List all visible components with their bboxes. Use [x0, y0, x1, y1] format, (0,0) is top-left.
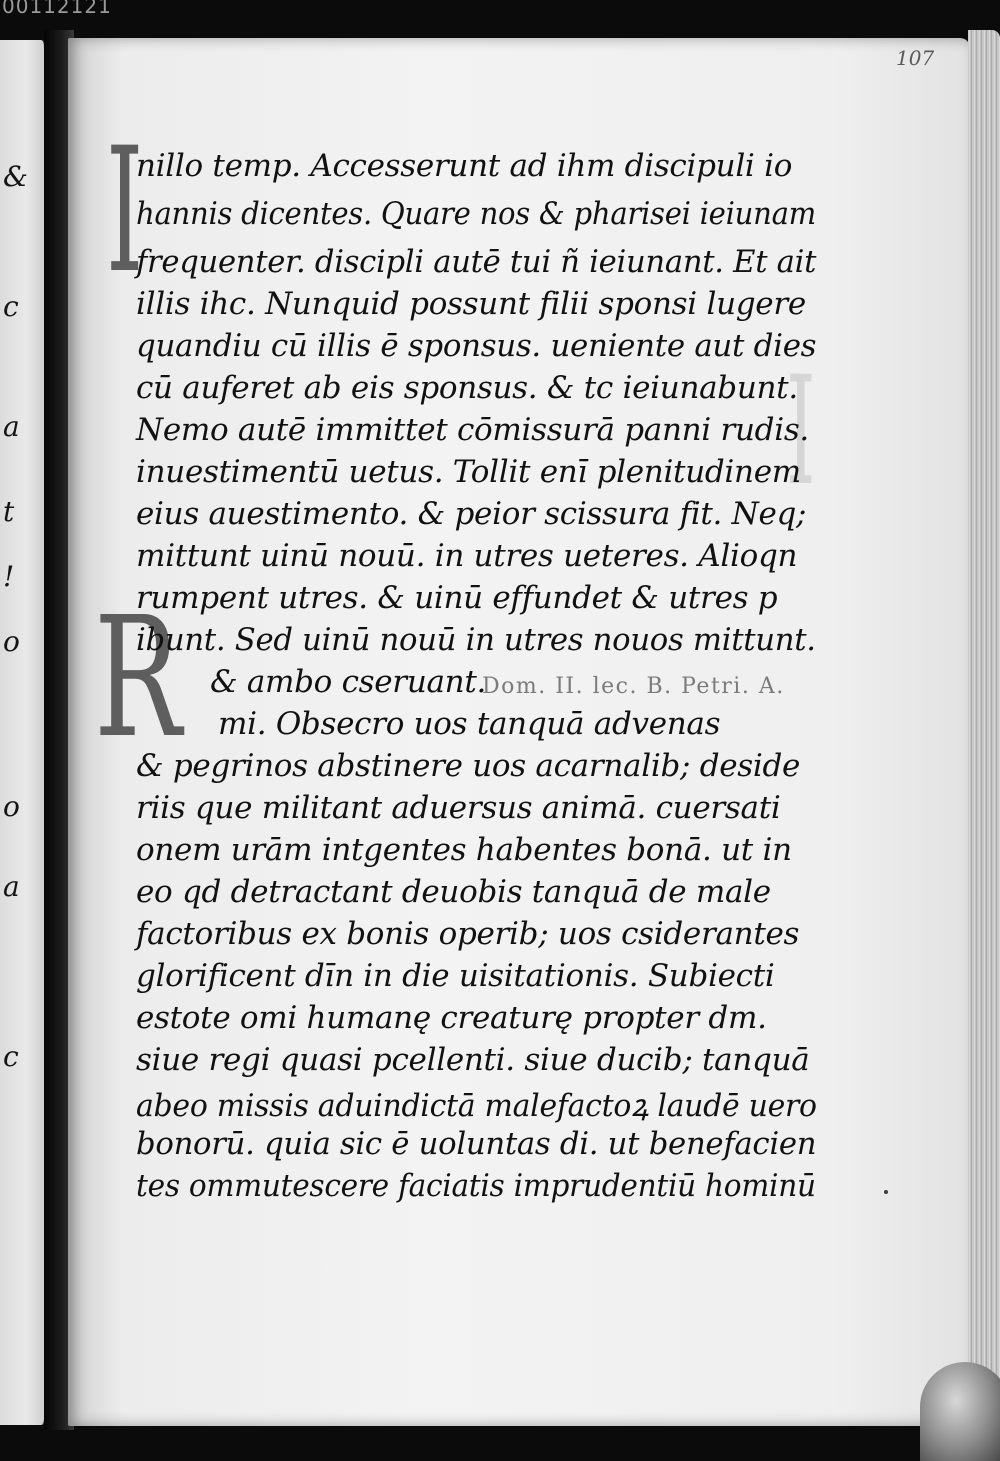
text-line: siue regi quasi pcellenti. siue ducib; tanquā — [136, 1042, 810, 1078]
text-line: onem urām intgentes habentes bonā. ut in — [136, 832, 792, 868]
text-line: bonorū. quia sic ē uoluntas di. ut benefacien — [136, 1126, 817, 1162]
rubric-heading: Dom. II. lec. B. Petri. A. — [482, 674, 785, 699]
text-line: ibunt. Sed uinū nouū in utres nouos mittunt. — [136, 622, 816, 658]
left-fragment: o — [3, 790, 20, 823]
left-fragment: c — [3, 290, 19, 323]
text-line: & pegrinos abstinere uos acarnalib; deside — [136, 748, 801, 784]
left-fragment: c — [3, 1040, 19, 1073]
initial-letter-r: R — [94, 582, 182, 775]
text-line: illis ihc. Nunquid possunt filii sponsi lugere — [136, 286, 806, 322]
show-through-letter: I — [786, 345, 816, 519]
page-edges — [968, 30, 1000, 1420]
left-facing-page — [0, 40, 47, 1425]
catalog-number: 00112121 — [2, 0, 112, 18]
left-fragment: t — [3, 495, 15, 528]
text-line: rumpent utres. & uinū effundet & utres p — [136, 580, 778, 616]
thumb-holding-page — [920, 1362, 1000, 1461]
text-line: Nemo autē immittet cōmissurā panni rudis. — [136, 412, 809, 448]
text-line: glorificent dīn in die uisitationis. Subiecti — [136, 958, 775, 994]
text-line: tes ommutescere faciatis imprudentiū hominū — [136, 1168, 816, 1204]
left-fragment: a — [3, 870, 20, 903]
folio-number: 107 — [896, 46, 935, 70]
left-fragment: a — [3, 410, 20, 443]
text-line: nillo temp. Accesserunt ad ihm discipuli io — [136, 148, 793, 184]
left-fragment: o — [3, 625, 20, 658]
text-line: eius auestimento. & peior scissura fit. Neq; — [136, 496, 807, 532]
text-line: frequenter. discipli autē tui ñ ieiunant. Et ait — [136, 244, 817, 280]
text-line: quandiu cū illis ē sponsus. ueniente aut dies — [136, 328, 817, 364]
text-line: riis que militant aduersus animā. cuersati — [136, 790, 781, 826]
text-line: abeo missis aduindictā malefactoꝝ laudē uero — [136, 1088, 817, 1124]
text-line: cū auferet ab eis sponsus. & tc ieiunabunt. — [136, 370, 798, 406]
text-line: mi. Obsecro uos tanquā advenas — [218, 706, 721, 742]
left-fragment: & — [3, 160, 28, 193]
text-line: & ambo cseruant. — [210, 664, 487, 700]
text-line: eo qd detractant deuobis tanquā de male — [136, 874, 771, 910]
text-line: hannis dicentes. Quare nos & pharisei ieiunam — [136, 196, 816, 232]
left-fragment: ! — [3, 560, 15, 593]
initial-letter-i: I — [106, 110, 144, 311]
text-line: factoribus ex bonis operib; uos csiderantes — [136, 916, 800, 952]
text-line: estote omi humanę creaturę propter dm. — [136, 1000, 767, 1036]
text-line: inuestimentū uetus. Tollit enī plenitudinem — [136, 454, 801, 490]
text-line: mittunt uinū nouū. in utres ueteres. Alioqn — [136, 538, 798, 574]
ink-speck — [884, 1190, 888, 1194]
